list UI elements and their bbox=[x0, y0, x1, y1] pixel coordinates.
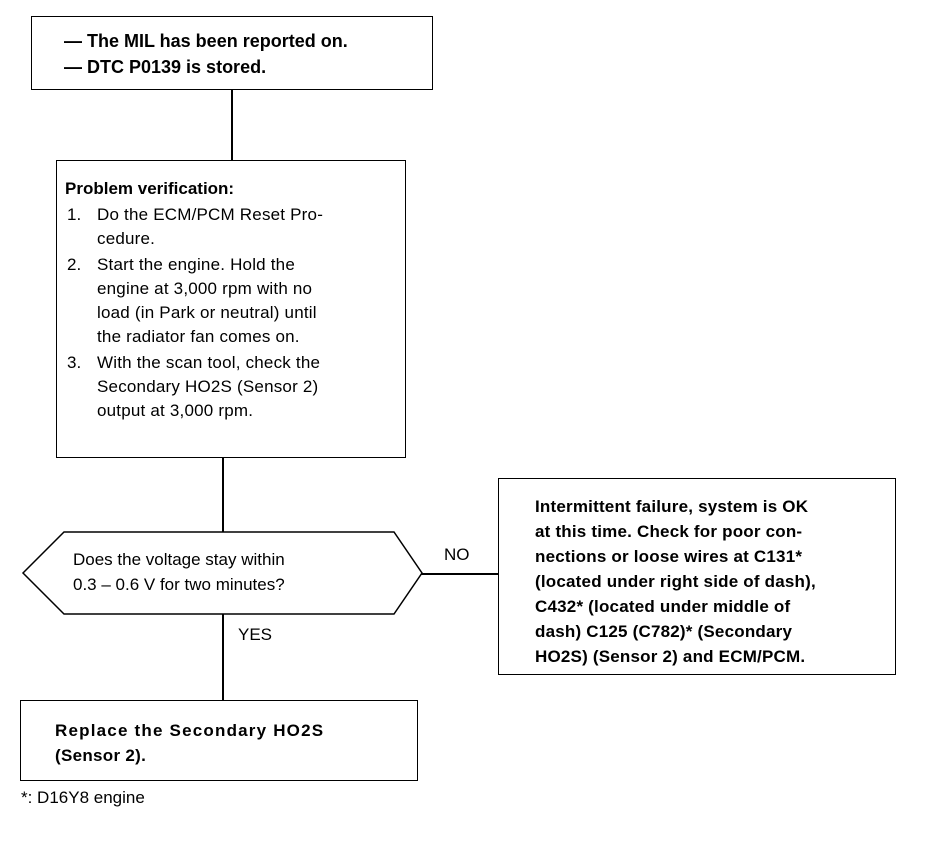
replace-line-2: (Sensor 2). bbox=[55, 746, 147, 765]
step-1-number: 1. bbox=[67, 205, 82, 224]
step-3-line-3: output at 3,000 rpm. bbox=[97, 401, 254, 420]
footnote: *: D16Y8 engine bbox=[21, 788, 145, 807]
decision-line-1: Does the voltage stay within bbox=[73, 550, 285, 569]
step-2-line-4: the radiator fan comes on. bbox=[97, 327, 300, 346]
step-3-line-2: Secondary HO2S (Sensor 2) bbox=[97, 377, 319, 396]
step-2-number: 2. bbox=[67, 255, 82, 274]
intermittent-line-3: nections or loose wires at C131* bbox=[535, 547, 803, 566]
step-1-line-1: Do the ECM/PCM Reset Pro- bbox=[97, 205, 324, 224]
intermittent-line-2: at this time. Check for poor con- bbox=[535, 522, 803, 541]
replace-line-1: Replace the Secondary HO2S bbox=[55, 721, 325, 740]
no-label: NO bbox=[444, 545, 470, 564]
start-line-dtc: — DTC P0139 is stored. bbox=[64, 57, 267, 77]
step-2-line-1: Start the engine. Hold the bbox=[97, 255, 295, 274]
intermittent-line-6: dash) C125 (C782)* (Secondary bbox=[535, 622, 793, 641]
step-1-line-2: cedure. bbox=[97, 229, 156, 248]
intermittent-line-4: (located under right side of dash), bbox=[535, 572, 816, 591]
verification-title: Problem verification: bbox=[65, 179, 235, 198]
intermittent-line-5: C432* (located under middle of bbox=[535, 597, 791, 616]
step-2-line-2: engine at 3,000 rpm with no bbox=[97, 279, 313, 298]
intermittent-line-7: HO2S) (Sensor 2) and ECM/PCM. bbox=[535, 647, 806, 666]
decision-line-2: 0.3 – 0.6 V for two minutes? bbox=[73, 575, 285, 594]
step-3-line-1: With the scan tool, check the bbox=[97, 353, 321, 372]
intermittent-failure-box bbox=[498, 478, 896, 675]
intermittent-line-1: Intermittent failure, system is OK bbox=[535, 497, 809, 516]
step-3-number: 3. bbox=[67, 353, 82, 372]
step-2-line-3: load (in Park or neutral) until bbox=[97, 303, 317, 322]
start-line-mil: — The MIL has been reported on. bbox=[64, 31, 348, 51]
replace-sensor-box bbox=[20, 700, 418, 781]
yes-label: YES bbox=[238, 625, 273, 644]
